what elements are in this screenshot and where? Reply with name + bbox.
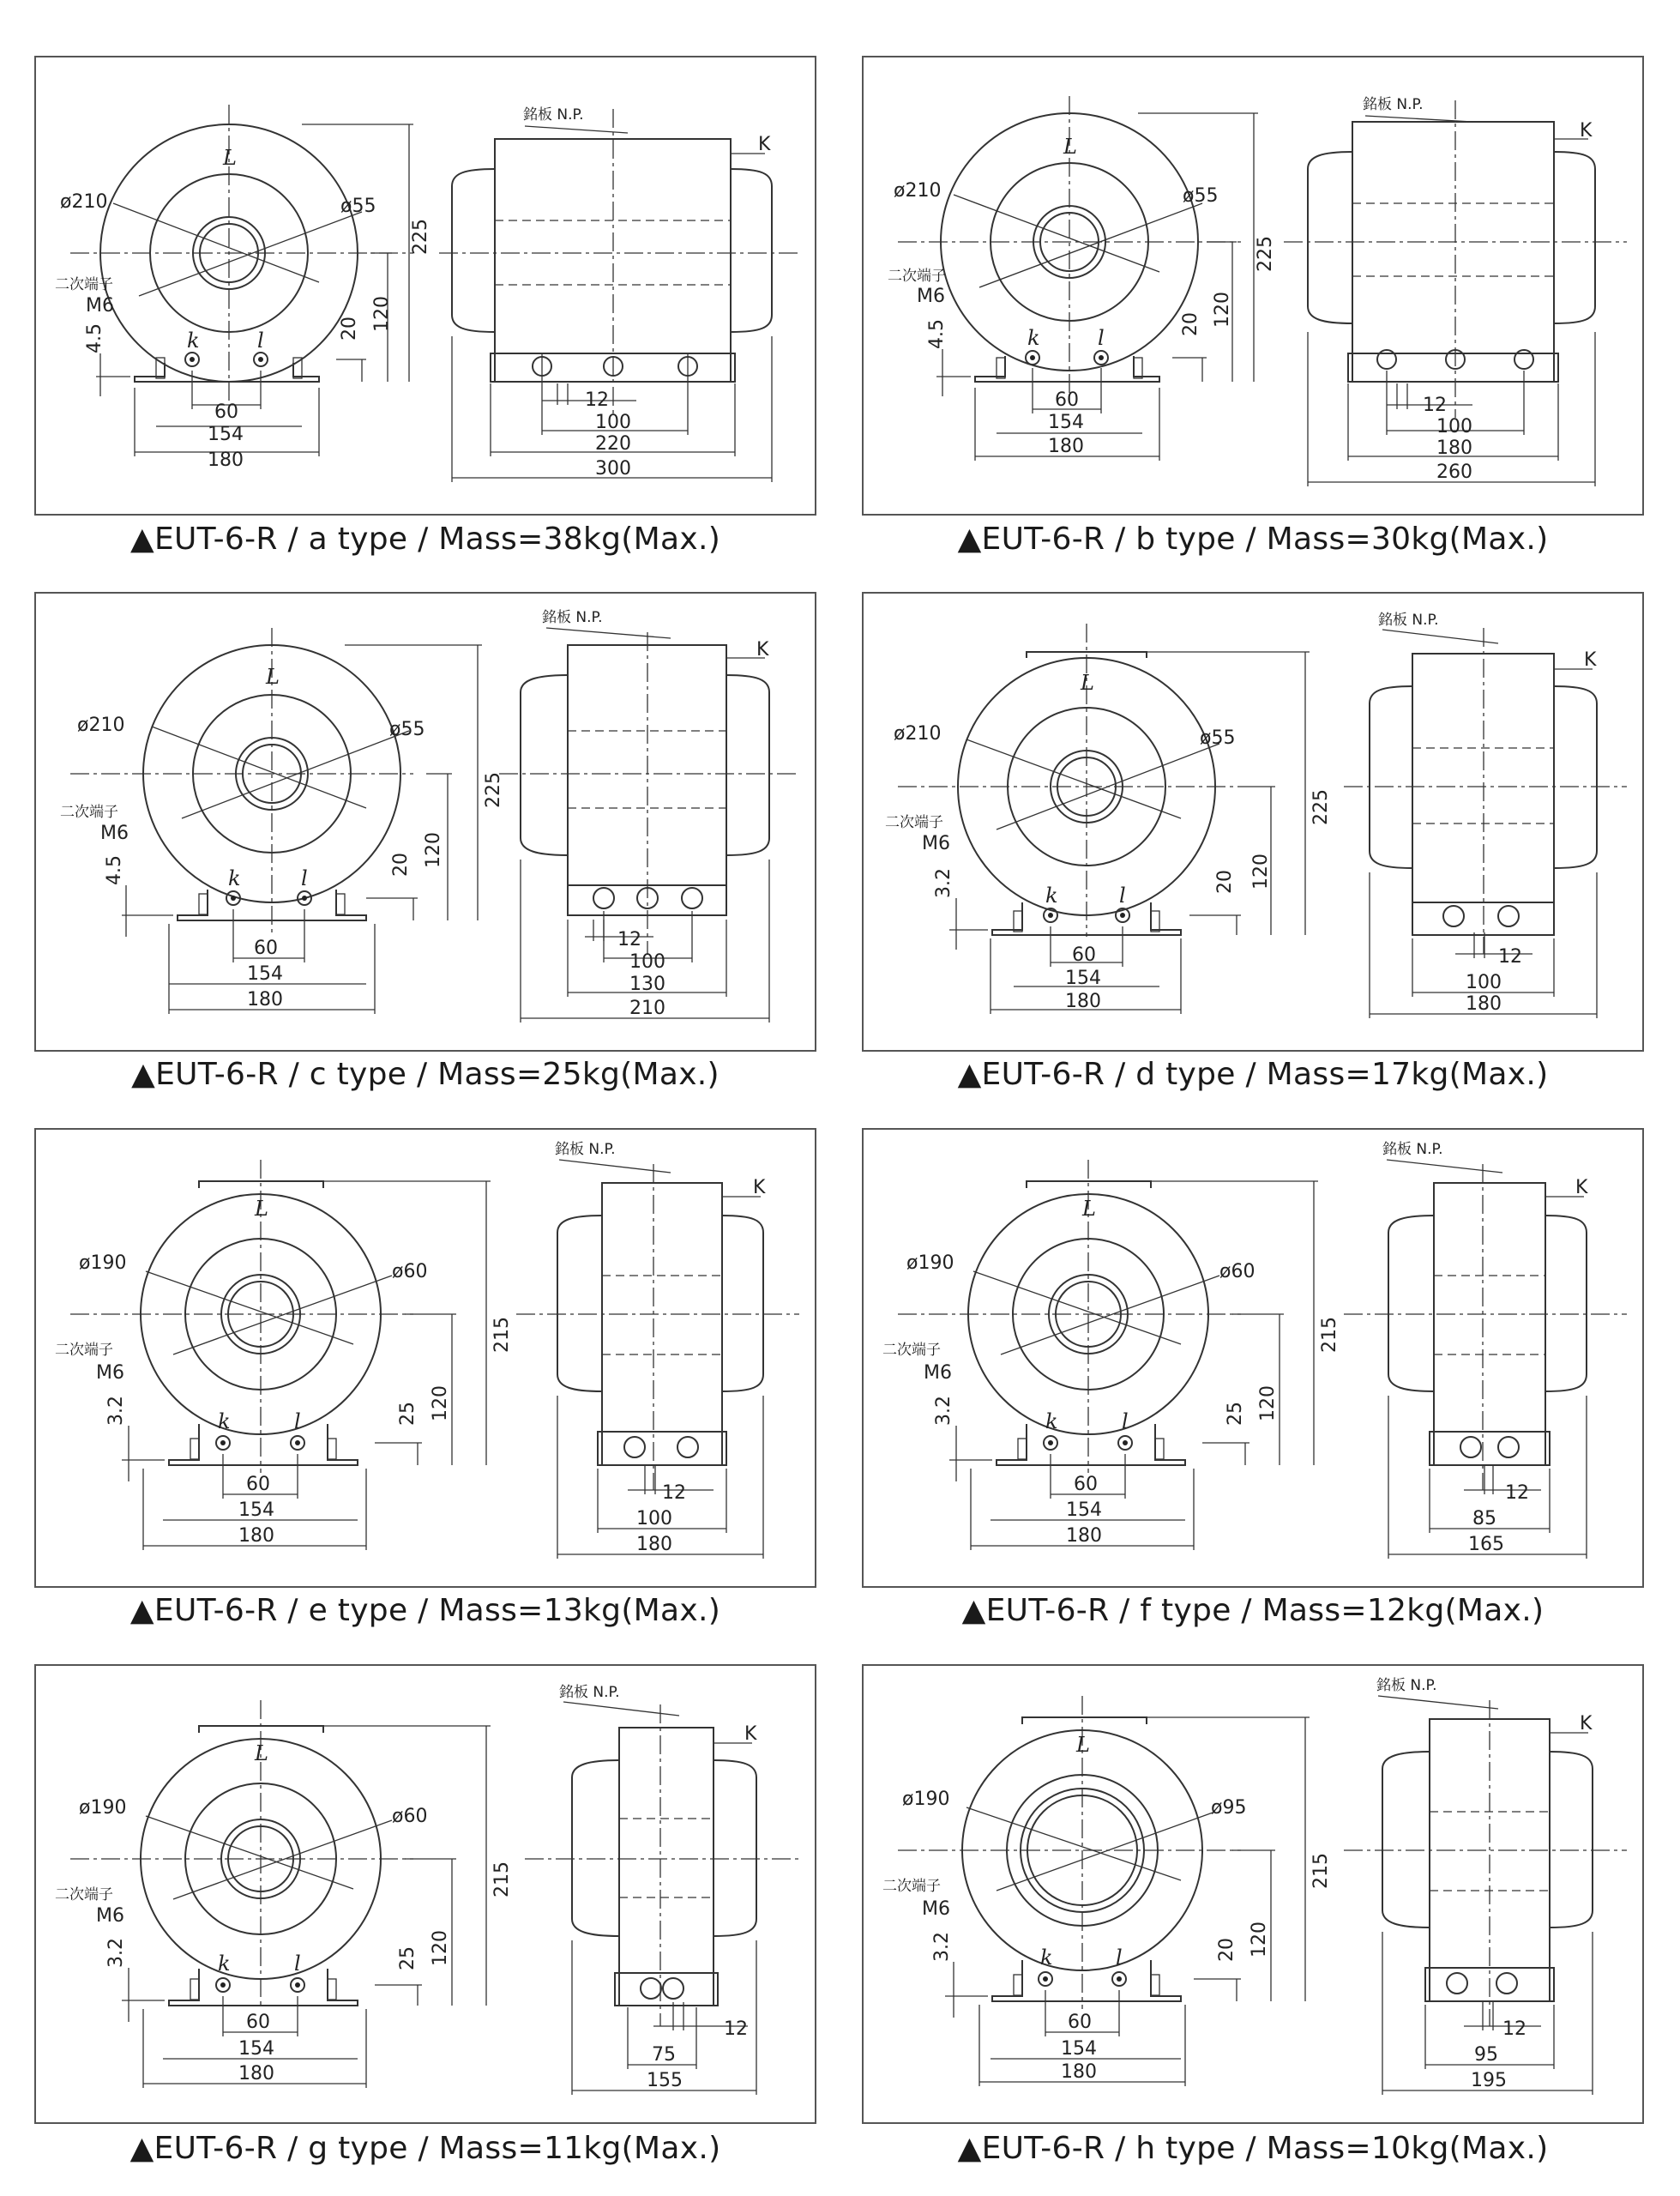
caption-d: ▲EUT-6-R / d type / Mass=17kg(Max.) bbox=[957, 1057, 1549, 1092]
dim-terminal-height: 20 bbox=[1216, 1938, 1237, 1962]
front-view bbox=[882, 1696, 1332, 2086]
drawing-panel-c bbox=[34, 592, 816, 1052]
dim-base-width: 180 bbox=[1061, 2061, 1097, 2083]
primary-label-K: K bbox=[1584, 649, 1597, 671]
dim-terminal-height: 20 bbox=[1214, 870, 1236, 894]
dim-outer-dia: ø210 bbox=[77, 715, 125, 736]
nameplate-label: 銘板 N.P. bbox=[1382, 1141, 1443, 1158]
dim-terminal-spacing: 12 bbox=[1505, 1482, 1529, 1504]
dim-mount-pitch: 154 bbox=[1048, 412, 1084, 433]
screw-label: M6 bbox=[924, 1362, 952, 1384]
drawing-f bbox=[864, 1130, 1646, 1590]
terminal-k: k bbox=[218, 1952, 231, 1976]
dim-base-thickness: 3.2 bbox=[105, 1938, 127, 1968]
front-view bbox=[60, 628, 504, 1014]
primary-label-L: L bbox=[1082, 1197, 1096, 1221]
dim-height: 225 bbox=[1255, 236, 1276, 272]
terminal-l: l bbox=[1098, 326, 1105, 350]
dim-base-thickness: 4.5 bbox=[84, 323, 105, 353]
dim-terminal-spacing: 12 bbox=[1498, 946, 1522, 968]
dim-overall-length: 210 bbox=[629, 998, 665, 1019]
dim-terminal-pitch: 60 bbox=[1068, 2012, 1092, 2033]
nameplate-label: 銘板 N.P. bbox=[1378, 612, 1439, 629]
terminal-k: k bbox=[1045, 1409, 1058, 1433]
dim-base-length: 180 bbox=[1436, 437, 1472, 459]
terminal-l: l bbox=[1122, 1409, 1129, 1433]
dim-terminal-spacing: 12 bbox=[617, 929, 641, 950]
drawing-d bbox=[864, 594, 1646, 1053]
dim-base-width: 180 bbox=[1048, 436, 1084, 457]
front-view bbox=[882, 1160, 1340, 1550]
side-view bbox=[1284, 96, 1627, 486]
dim-overall-length: 260 bbox=[1436, 462, 1472, 483]
dim-terminal-pitch: 60 bbox=[246, 2012, 270, 2033]
dim-hole-pitch: 100 bbox=[629, 951, 665, 973]
dim-outer-dia: ø190 bbox=[902, 1789, 950, 1810]
primary-label-L: L bbox=[266, 665, 280, 689]
dim-terminal-pitch: 60 bbox=[246, 1474, 270, 1495]
dim-terminal-height: 20 bbox=[390, 853, 412, 877]
front-view bbox=[55, 1700, 513, 2088]
dim-overall-length: 300 bbox=[595, 458, 631, 480]
screw-label: M6 bbox=[86, 295, 114, 317]
secondary-terminal-label: 二次端子 bbox=[60, 804, 118, 821]
dim-terminal-spacing: 12 bbox=[662, 1482, 686, 1504]
dim-height: 215 bbox=[1310, 1853, 1332, 1889]
nameplate-label: 銘板 N.P. bbox=[555, 1141, 616, 1158]
dim-height: 225 bbox=[410, 219, 431, 255]
dim-terminal-height: 20 bbox=[339, 317, 360, 341]
dim-overall-length: 180 bbox=[1466, 993, 1502, 1015]
dim-base-thickness: 4.5 bbox=[104, 855, 125, 885]
dim-outer-dia: ø210 bbox=[60, 191, 108, 213]
drawing-g bbox=[36, 1666, 818, 2126]
drawing-panel-e bbox=[34, 1128, 816, 1588]
dim-base-thickness: 3.2 bbox=[105, 1396, 127, 1426]
dim-base-length: 130 bbox=[629, 974, 665, 995]
dim-mount-pitch: 154 bbox=[238, 1499, 274, 1521]
caption-h: ▲EUT-6-R / h type / Mass=10kg(Max.) bbox=[957, 2131, 1549, 2166]
dim-height: 225 bbox=[483, 772, 504, 808]
drawing-b bbox=[864, 57, 1646, 517]
drawing-e bbox=[36, 1130, 818, 1590]
primary-label-L: L bbox=[255, 1197, 268, 1221]
secondary-terminal-label: 二次端子 bbox=[882, 1342, 941, 1359]
screw-label: M6 bbox=[917, 286, 945, 307]
side-view bbox=[1344, 1677, 1627, 2095]
dim-outer-dia: ø210 bbox=[894, 723, 942, 745]
dim-hole-pitch: 100 bbox=[1436, 416, 1472, 437]
dim-inner-dia: ø55 bbox=[340, 196, 376, 217]
dim-base-thickness: 3.2 bbox=[933, 1396, 954, 1426]
caption-a: ▲EUT-6-R / a type / Mass=38kg(Max.) bbox=[129, 522, 721, 557]
dim-height: 215 bbox=[491, 1317, 513, 1353]
primary-label-K: K bbox=[1575, 1177, 1588, 1198]
secondary-terminal-label: 二次端子 bbox=[882, 1878, 941, 1895]
primary-label-L: L bbox=[1076, 1733, 1090, 1757]
drawing-a bbox=[36, 57, 818, 517]
dim-terminal-pitch: 60 bbox=[1072, 944, 1096, 966]
dim-base-width: 180 bbox=[1065, 991, 1101, 1012]
dim-height: 215 bbox=[1319, 1317, 1340, 1353]
terminal-k: k bbox=[1045, 884, 1058, 908]
dim-terminal-height: 25 bbox=[1225, 1402, 1246, 1426]
caption-e: ▲EUT-6-R / e type / Mass=13kg(Max.) bbox=[129, 1593, 721, 1628]
dim-overall-length: 195 bbox=[1471, 2070, 1507, 2091]
front-view bbox=[885, 624, 1332, 1014]
dim-inner-dia: ø55 bbox=[389, 719, 425, 740]
terminal-k: k bbox=[1027, 326, 1040, 350]
dim-inner-dia: ø60 bbox=[1219, 1261, 1255, 1282]
dim-base-length: 220 bbox=[595, 433, 631, 455]
drawing-panel-d bbox=[862, 592, 1644, 1052]
nameplate-label: 銘板 N.P. bbox=[542, 609, 603, 626]
dim-terminal-spacing: 12 bbox=[585, 389, 609, 411]
dim-terminal-spacing: 12 bbox=[1423, 395, 1447, 416]
dim-inner-dia: ø60 bbox=[392, 1806, 428, 1827]
front-view bbox=[55, 105, 431, 471]
dim-base-width: 180 bbox=[208, 449, 244, 471]
terminal-k: k bbox=[1040, 1946, 1053, 1970]
dim-terminal-spacing: 12 bbox=[724, 2018, 748, 2040]
primary-label-K: K bbox=[756, 639, 769, 661]
dim-base-width: 180 bbox=[247, 989, 283, 1011]
dim-terminal-height: 25 bbox=[397, 1946, 418, 1970]
screw-label: M6 bbox=[922, 833, 950, 854]
terminal-l: l bbox=[301, 866, 308, 890]
secondary-terminal-label: 二次端子 bbox=[55, 1342, 113, 1359]
dim-center-height: 120 bbox=[1250, 854, 1272, 890]
terminal-l: l bbox=[257, 329, 264, 353]
caption-b: ▲EUT-6-R / b type / Mass=30kg(Max.) bbox=[957, 522, 1549, 557]
caption-f: ▲EUT-6-R / f type / Mass=12kg(Max.) bbox=[961, 1593, 1545, 1628]
dim-outer-dia: ø210 bbox=[894, 180, 942, 202]
screw-label: M6 bbox=[922, 1898, 950, 1920]
primary-label-K: K bbox=[753, 1177, 766, 1198]
primary-label-K: K bbox=[1580, 120, 1593, 142]
dim-inner-dia: ø55 bbox=[1183, 185, 1219, 207]
dim-terminal-pitch: 60 bbox=[214, 401, 238, 423]
dim-terminal-pitch: 60 bbox=[254, 938, 278, 959]
side-view bbox=[516, 1141, 799, 1559]
primary-label-K: K bbox=[758, 134, 771, 155]
dim-terminal-spacing: 12 bbox=[1502, 2018, 1526, 2040]
dim-outer-dia: ø190 bbox=[906, 1252, 954, 1274]
dim-terminal-pitch: 60 bbox=[1055, 389, 1079, 411]
drawing-panel-f bbox=[862, 1128, 1644, 1588]
caption-g: ▲EUT-6-R / g type / Mass=11kg(Max.) bbox=[129, 2131, 721, 2166]
secondary-terminal-label: 二次端子 bbox=[55, 276, 113, 293]
screw-label: M6 bbox=[96, 1362, 124, 1384]
dim-mount-pitch: 154 bbox=[247, 963, 283, 985]
dim-inner-dia: ø55 bbox=[1200, 727, 1236, 749]
caption-c: ▲EUT-6-R / c type / Mass=25kg(Max.) bbox=[131, 1057, 720, 1092]
dim-overall-length: 180 bbox=[636, 1534, 672, 1555]
terminal-k: k bbox=[218, 1409, 231, 1433]
secondary-terminal-label: 二次端子 bbox=[885, 814, 943, 831]
dim-center-height: 120 bbox=[430, 1385, 451, 1421]
side-view bbox=[499, 609, 799, 1023]
secondary-terminal-label: 二次端子 bbox=[55, 1886, 113, 1903]
screw-label: M6 bbox=[96, 1905, 124, 1927]
dim-center-height: 120 bbox=[430, 1930, 451, 1966]
side-view bbox=[1344, 612, 1627, 1018]
dim-center-height: 120 bbox=[1212, 292, 1233, 328]
primary-label-L: L bbox=[1081, 671, 1094, 695]
drawing-h bbox=[864, 1666, 1646, 2126]
front-view bbox=[888, 96, 1276, 461]
dim-base-length: 95 bbox=[1474, 2044, 1498, 2066]
primary-label-L: L bbox=[223, 146, 237, 170]
dim-inner-dia: ø95 bbox=[1211, 1797, 1247, 1819]
dim-mount-pitch: 154 bbox=[238, 2038, 274, 2060]
terminal-l: l bbox=[1116, 1946, 1123, 1970]
dim-base-length: 100 bbox=[636, 1508, 672, 1529]
dim-mount-pitch: 154 bbox=[208, 424, 244, 445]
dim-mount-pitch: 154 bbox=[1066, 1499, 1102, 1521]
dim-base-width: 180 bbox=[238, 2063, 274, 2084]
dim-base-thickness: 3.2 bbox=[931, 1932, 953, 1962]
dim-base-length: 75 bbox=[652, 2044, 676, 2066]
front-view bbox=[55, 1160, 513, 1550]
side-view bbox=[439, 106, 799, 482]
dim-outer-dia: ø190 bbox=[79, 1252, 127, 1274]
dim-terminal-height: 25 bbox=[397, 1402, 418, 1426]
drawing-panel-h bbox=[862, 1664, 1644, 2124]
screw-label: M6 bbox=[100, 823, 129, 844]
nameplate-label: 銘板 N.P. bbox=[1376, 1677, 1437, 1694]
terminal-l: l bbox=[294, 1952, 301, 1976]
dim-height: 215 bbox=[491, 1861, 513, 1897]
drawing-panel-g bbox=[34, 1664, 816, 2124]
dim-base-length: 100 bbox=[1466, 972, 1502, 993]
dim-base-thickness: 3.2 bbox=[933, 868, 954, 898]
dim-center-height: 120 bbox=[1257, 1385, 1279, 1421]
dim-base-width: 180 bbox=[1066, 1525, 1102, 1547]
dim-terminal-pitch: 60 bbox=[1074, 1474, 1098, 1495]
dim-center-height: 120 bbox=[1249, 1922, 1270, 1958]
dim-inner-dia: ø60 bbox=[392, 1261, 428, 1282]
primary-label-L: L bbox=[255, 1741, 268, 1765]
terminal-l: l bbox=[1119, 884, 1126, 908]
dim-mount-pitch: 154 bbox=[1065, 968, 1101, 989]
dim-height: 225 bbox=[1310, 789, 1332, 825]
terminal-l: l bbox=[294, 1409, 301, 1433]
dim-center-height: 120 bbox=[371, 296, 393, 332]
drawing-c bbox=[36, 594, 818, 1053]
drawing-panel-b bbox=[862, 56, 1644, 516]
dim-overall-length: 165 bbox=[1468, 1534, 1504, 1555]
nameplate-label: 銘板 N.P. bbox=[523, 106, 584, 124]
dim-base-width: 180 bbox=[238, 1525, 274, 1547]
dim-mount-pitch: 154 bbox=[1061, 2038, 1097, 2060]
side-view bbox=[1344, 1141, 1627, 1559]
nameplate-label: 銘板 N.P. bbox=[559, 1684, 620, 1701]
dim-overall-length: 155 bbox=[647, 2070, 683, 2091]
terminal-k: k bbox=[228, 866, 241, 890]
dim-base-thickness: 4.5 bbox=[926, 319, 948, 349]
primary-label-K: K bbox=[1580, 1713, 1593, 1734]
secondary-terminal-label: 二次端子 bbox=[888, 268, 946, 285]
dim-center-height: 120 bbox=[423, 832, 444, 868]
nameplate-label: 銘板 N.P. bbox=[1363, 96, 1424, 113]
side-view bbox=[525, 1684, 799, 2095]
primary-label-K: K bbox=[744, 1723, 757, 1745]
dim-base-length: 85 bbox=[1472, 1508, 1496, 1529]
dim-terminal-height: 20 bbox=[1180, 312, 1201, 336]
terminal-k: k bbox=[187, 329, 200, 353]
dim-outer-dia: ø190 bbox=[79, 1797, 127, 1819]
drawing-panel-a bbox=[34, 56, 816, 516]
dim-hole-pitch: 100 bbox=[595, 412, 631, 433]
primary-label-L: L bbox=[1063, 135, 1077, 159]
